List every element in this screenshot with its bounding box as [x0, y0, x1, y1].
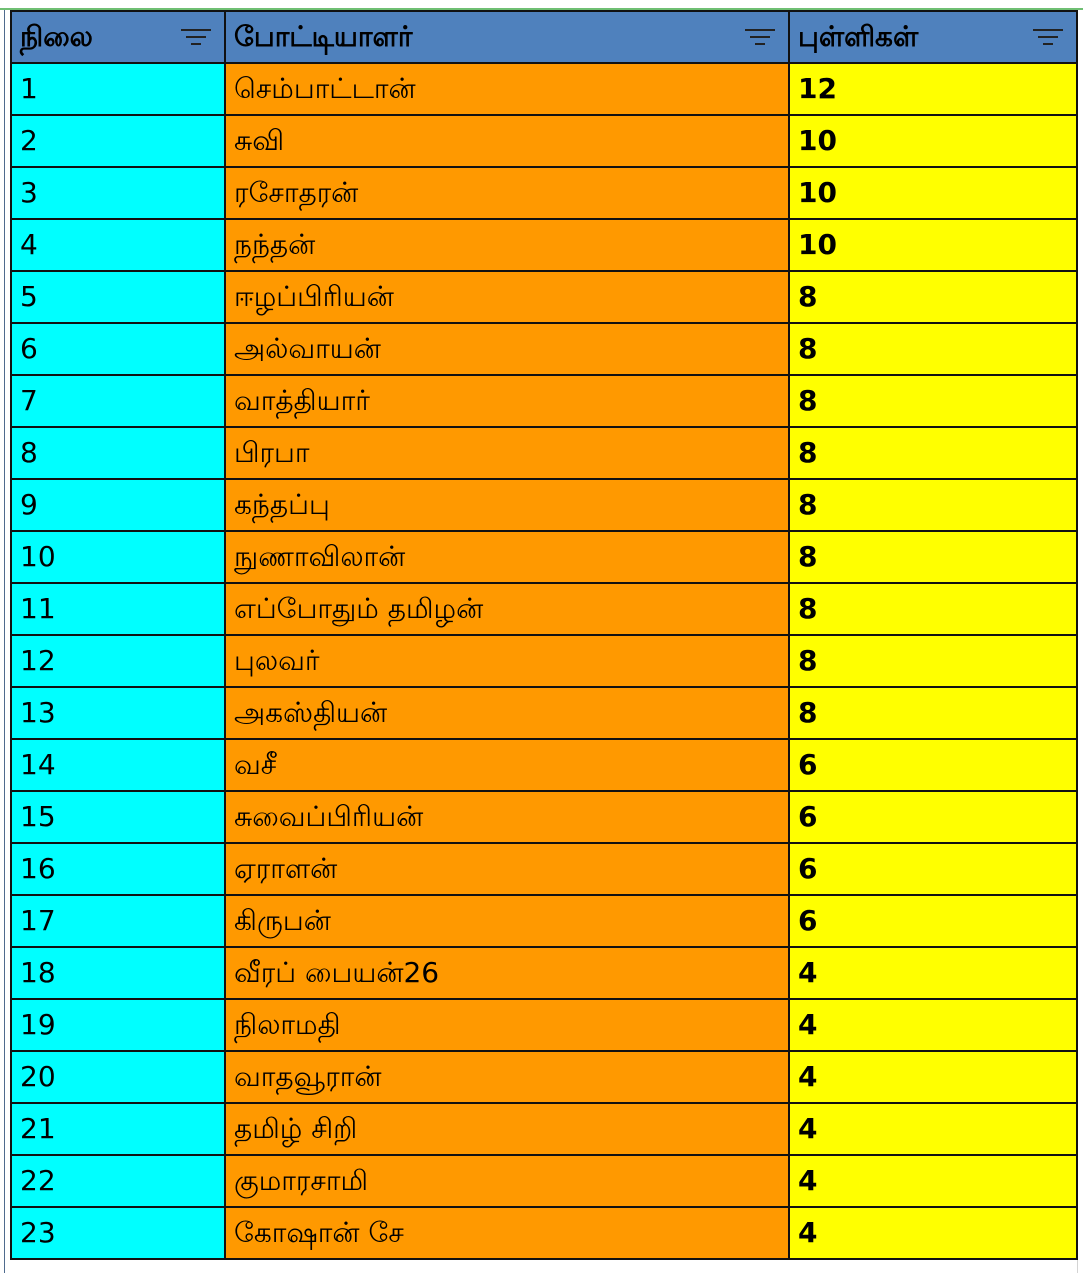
table-row: [11, 115, 1077, 167]
filter-icon[interactable]: [1032, 26, 1064, 48]
rank-cell[interactable]: 19: [11, 999, 225, 1051]
points-cell[interactable]: 8: [789, 271, 1077, 323]
contestant-name-cell[interactable]: எப்போதும் தமிழன்: [225, 583, 789, 635]
filter-icon[interactable]: [180, 26, 212, 48]
rank-cell[interactable]: 8: [11, 427, 225, 479]
header-points-label: புள்ளிகள்: [798, 20, 919, 53]
rank-cell[interactable]: 2: [11, 115, 225, 167]
table-row: [11, 843, 1077, 895]
points-cell[interactable]: 6: [789, 843, 1077, 895]
rank-cell[interactable]: 23: [11, 1207, 225, 1259]
rank-cell[interactable]: 1: [11, 63, 225, 115]
contestant-name-cell[interactable]: பிரபா: [225, 427, 789, 479]
header-row: [11, 11, 1077, 63]
table-row: [11, 323, 1077, 375]
header-points[interactable]: [789, 11, 1077, 63]
points-cell[interactable]: 4: [789, 1051, 1077, 1103]
rank-cell[interactable]: 10: [11, 531, 225, 583]
table-row: [11, 739, 1077, 791]
points-cell[interactable]: 10: [789, 115, 1077, 167]
table-row: [11, 687, 1077, 739]
table-row: [11, 427, 1077, 479]
table-row: [11, 375, 1077, 427]
points-cell[interactable]: 12: [789, 63, 1077, 115]
rank-cell[interactable]: 16: [11, 843, 225, 895]
table-row: [11, 531, 1077, 583]
rank-cell[interactable]: 14: [11, 739, 225, 791]
table-row: [11, 1155, 1077, 1207]
points-cell[interactable]: 6: [789, 895, 1077, 947]
header-name[interactable]: [225, 11, 789, 63]
contestant-name-cell[interactable]: புலவர்: [225, 635, 789, 687]
table-row: [11, 583, 1077, 635]
rank-cell[interactable]: 18: [11, 947, 225, 999]
points-cell[interactable]: 4: [789, 1155, 1077, 1207]
rank-cell[interactable]: 12: [11, 635, 225, 687]
points-cell[interactable]: 8: [789, 323, 1077, 375]
contestant-name-cell[interactable]: நுணாவிலான்: [225, 531, 789, 583]
rank-cell[interactable]: 22: [11, 1155, 225, 1207]
contestant-name-cell[interactable]: குமாரசாமி: [225, 1155, 789, 1207]
table-row: [11, 791, 1077, 843]
contestant-name-cell[interactable]: செம்பாட்டான்: [225, 63, 789, 115]
table-row: [11, 947, 1077, 999]
points-cell[interactable]: 6: [789, 739, 1077, 791]
contestant-name-cell[interactable]: அகஸ்தியன்: [225, 687, 789, 739]
rank-cell[interactable]: 5: [11, 271, 225, 323]
filter-icon[interactable]: [744, 26, 776, 48]
points-cell[interactable]: 4: [789, 999, 1077, 1051]
table-row: [11, 895, 1077, 947]
rank-cell[interactable]: 3: [11, 167, 225, 219]
rank-cell[interactable]: 15: [11, 791, 225, 843]
points-cell[interactable]: 4: [789, 1103, 1077, 1155]
contestant-name-cell[interactable]: வாத்தியார்: [225, 375, 789, 427]
contestant-name-cell[interactable]: அல்வாயன்: [225, 323, 789, 375]
contestant-name-cell[interactable]: வீரப் பையன்26: [225, 947, 789, 999]
contestant-name-cell[interactable]: வசீ: [225, 739, 789, 791]
rank-cell[interactable]: 9: [11, 479, 225, 531]
rank-cell[interactable]: 21: [11, 1103, 225, 1155]
contestant-name-cell[interactable]: வாதவூரான்: [225, 1051, 789, 1103]
rank-cell[interactable]: 20: [11, 1051, 225, 1103]
table-row: [11, 167, 1077, 219]
points-cell[interactable]: 8: [789, 427, 1077, 479]
points-cell[interactable]: 8: [789, 375, 1077, 427]
table-row: [11, 219, 1077, 271]
header-rank-label: நிலை: [20, 20, 93, 53]
rank-cell[interactable]: 11: [11, 583, 225, 635]
points-cell[interactable]: 8: [789, 583, 1077, 635]
contestant-name-cell[interactable]: சுவைப்பிரியன்: [225, 791, 789, 843]
header-name-label: போட்டியாளர்: [234, 20, 413, 53]
table-row: [11, 271, 1077, 323]
contestant-name-cell[interactable]: கோஷான் சே: [225, 1207, 789, 1259]
contestant-name-cell[interactable]: ஈழப்பிரியன்: [225, 271, 789, 323]
points-cell[interactable]: 4: [789, 1207, 1077, 1259]
points-cell[interactable]: 10: [789, 167, 1077, 219]
points-cell[interactable]: 4: [789, 947, 1077, 999]
table-row: [11, 479, 1077, 531]
points-cell[interactable]: 8: [789, 635, 1077, 687]
contestant-name-cell[interactable]: ஏராளன்: [225, 843, 789, 895]
points-cell[interactable]: 8: [789, 479, 1077, 531]
points-cell[interactable]: 6: [789, 791, 1077, 843]
header-rank[interactable]: [11, 11, 225, 63]
contestant-name-cell[interactable]: கிருபன்: [225, 895, 789, 947]
contestant-name-cell[interactable]: கந்தப்பு: [225, 479, 789, 531]
rank-cell[interactable]: 13: [11, 687, 225, 739]
row-header-edge: [0, 10, 5, 1273]
contestant-name-cell[interactable]: சுவி: [225, 115, 789, 167]
points-cell[interactable]: 8: [789, 531, 1077, 583]
table-row: [11, 1207, 1077, 1259]
rank-cell[interactable]: 17: [11, 895, 225, 947]
table-row: [11, 635, 1077, 687]
table-row: [11, 1051, 1077, 1103]
contestant-name-cell[interactable]: ரசோதரன்: [225, 167, 789, 219]
rank-cell[interactable]: 6: [11, 323, 225, 375]
contestant-name-cell[interactable]: நந்தன்: [225, 219, 789, 271]
rank-cell[interactable]: 4: [11, 219, 225, 271]
rank-cell[interactable]: 7: [11, 375, 225, 427]
table-row: [11, 1103, 1077, 1155]
table-row: [11, 999, 1077, 1051]
points-cell[interactable]: 8: [789, 687, 1077, 739]
table-row: [11, 63, 1077, 115]
table-body: [11, 63, 1077, 1259]
leaderboard-table: [10, 10, 1078, 1260]
points-cell[interactable]: 10: [789, 219, 1077, 271]
contestant-name-cell[interactable]: தமிழ் சிறி: [225, 1103, 789, 1155]
contestant-name-cell[interactable]: நிலாமதி: [225, 999, 789, 1051]
